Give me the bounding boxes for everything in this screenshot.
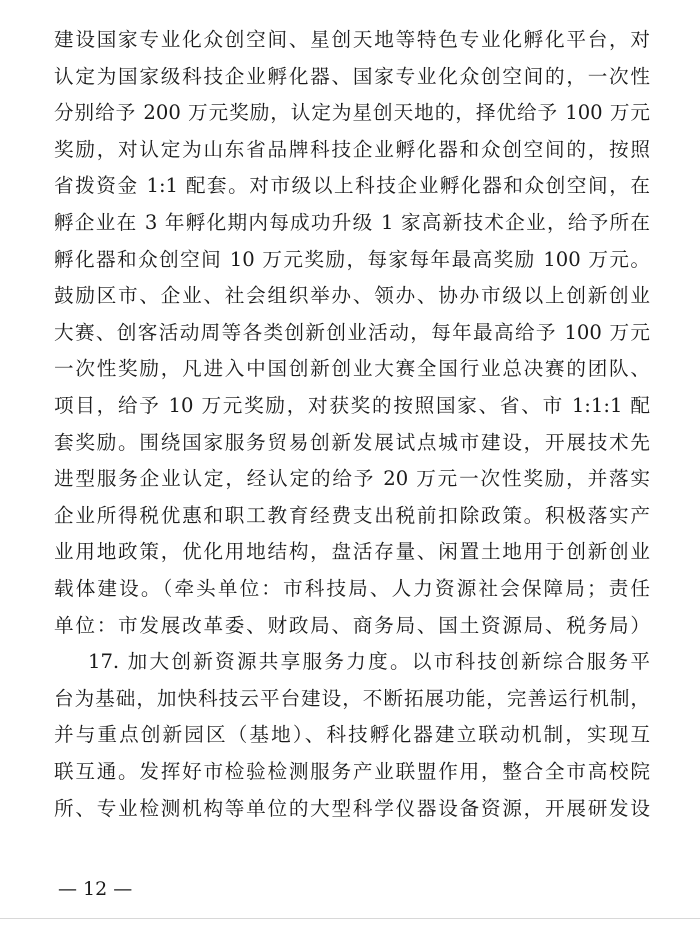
text-line: 载体建设。（牵头单位：市科技局、人力资源社会保障局；责任 xyxy=(54,577,650,600)
text-line: 建设国家专业化众创空间、星创天地等特色专业化孵化平台，对 xyxy=(54,28,650,51)
text-line: 联互通。发挥好市检验检测服务产业联盟作用，整合全市高校院 xyxy=(54,760,650,783)
text-line: 业用地政策，优化用地结构，盘活存量、闲置土地用于创新创业 xyxy=(54,540,650,564)
text-line: 台为基础，加快科技云平台建设，不断拓展功能，完善运行机制， xyxy=(54,686,650,710)
page-edge-divider xyxy=(0,918,700,919)
text-line: 奖励，对认定为山东省品牌科技企业孵化器和众创空间的，按照 xyxy=(54,137,650,161)
text-line: 进型服务企业认定，经认定的给予 20 万元一次性奖励，并落实 xyxy=(54,467,650,491)
page-number: — 12 — xyxy=(58,878,133,900)
text-line: 鼓励区市、企业、社会组织举办、领办、协办市级以上创新创业 xyxy=(54,284,650,308)
section-heading-line: 17. 加大创新资源共享服务力度。以市科技创新综合服务平 xyxy=(88,650,650,674)
text-line: 大赛、创客活动周等各类创新创业活动，每年最高给予 100 万元 xyxy=(54,320,650,344)
text-line: 套奖励。围绕国家服务贸易创新发展试点城市建设，开展技术先 xyxy=(54,430,650,454)
text-line: 单位：市发展改革委、财政局、商务局、国土资源局、税务局） xyxy=(54,613,650,637)
text-line: 认定为国家级科技企业孵化器、国家专业化众创空间的，一次性 xyxy=(54,64,650,88)
text-line: 企业所得税优惠和职工教育经费支出税前扣除政策。积极落实产 xyxy=(54,503,650,527)
text-line: 省拨资金 1:1 配套。对市级以上科技企业孵化器和众创空间，在 xyxy=(54,174,650,198)
text-line: 孵企业在 3 年孵化期内每成功升级 1 家高新技术企业，给予所在 xyxy=(54,211,650,234)
text-line: 孵化器和众创空间 10 万元奖励，每家每年最高奖励 100 万元。 xyxy=(54,247,650,271)
text-line: 并与重点创新园区（基地）、科技孵化器建立联动机制，实现互 xyxy=(54,723,650,747)
text-line: 分别给予 200 万元奖励，认定为星创天地的，择优给予 100 万元 xyxy=(54,101,650,125)
text-line: 所、专业检测机构等单位的大型科学仪器设备资源，开展研发设 xyxy=(54,796,650,820)
text-line: 一次性奖励，凡进入中国创新创业大赛全国行业总决赛的团队、 xyxy=(54,357,650,381)
text-line: 项目，给予 10 万元奖励，对获奖的按照国家、省、市 1:1:1 配 xyxy=(54,394,650,417)
